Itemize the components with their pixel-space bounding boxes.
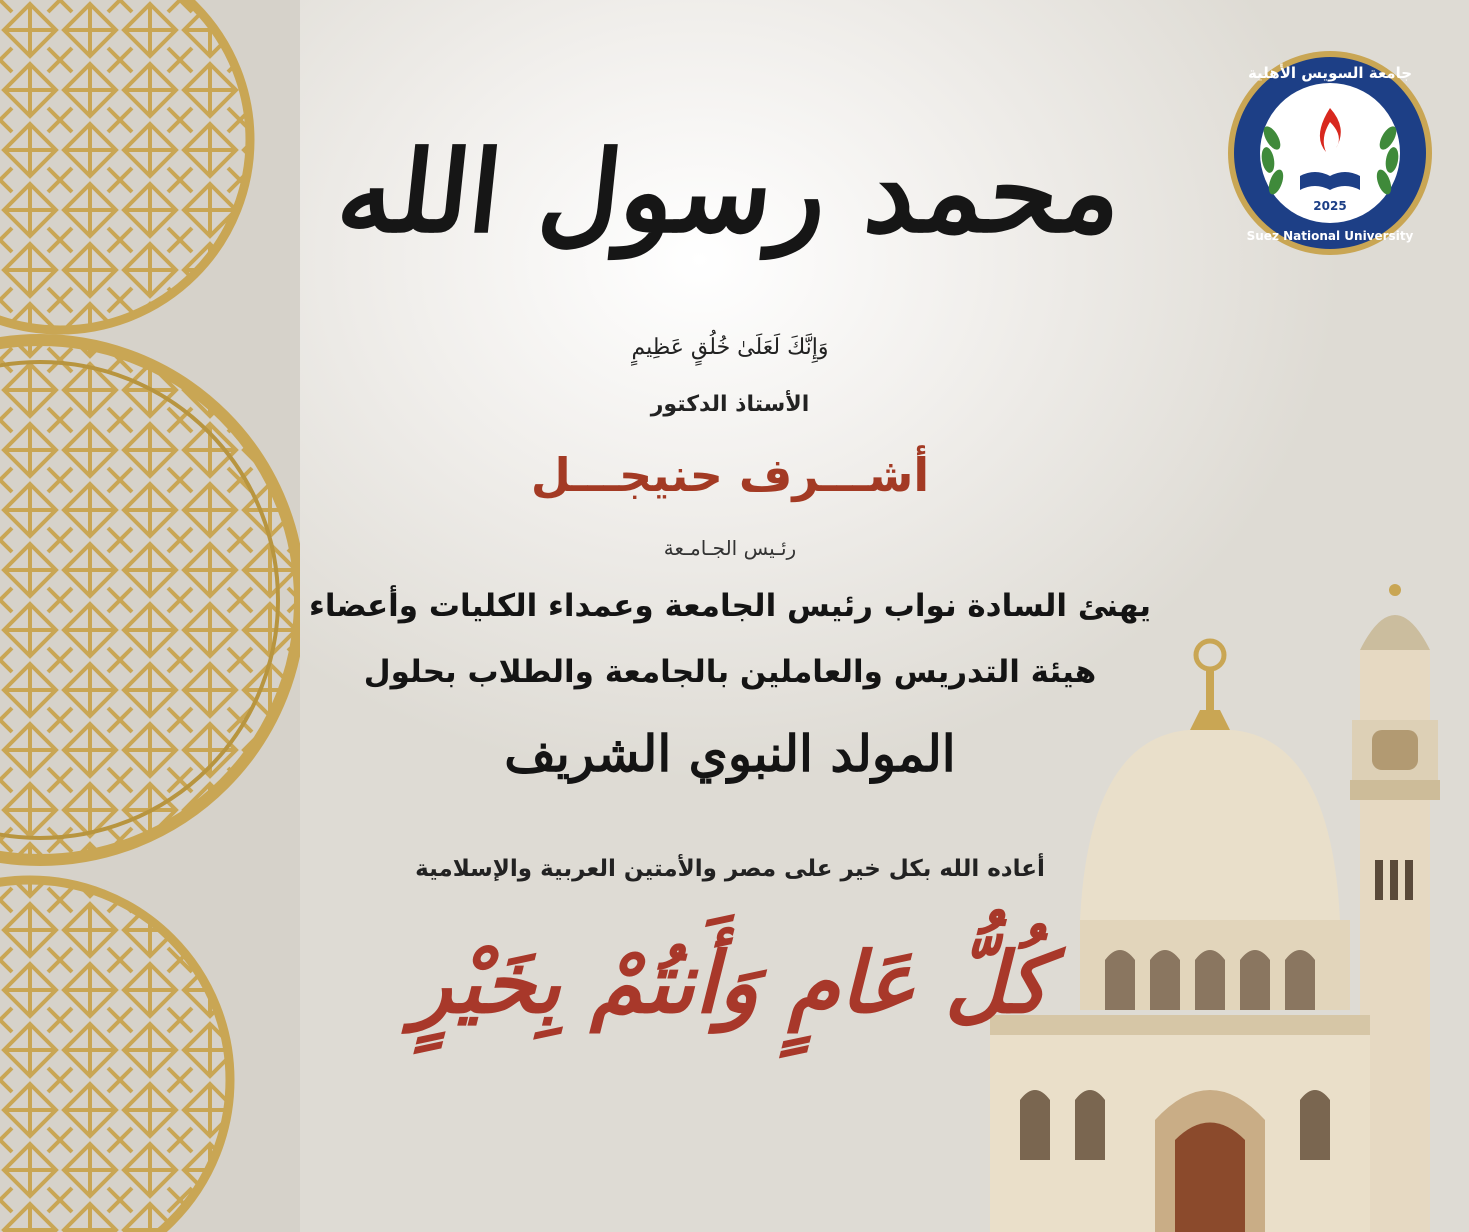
wish-line: أعاده الله بكل خير على مصر والأمتين العربية والإسلامية bbox=[415, 856, 1045, 882]
message-line-1: يهنئ السادة نواب رئيس الجامعة وعمداء الكليات وأعضاء bbox=[308, 588, 1152, 624]
president-role: رئـيس الجـامـعة bbox=[663, 536, 797, 560]
quran-verse: وَإِنَّكَ لَعَلَىٰ خُلُقٍ عَظِيمٍ bbox=[631, 335, 829, 360]
closing-greeting: كُلُّ عَامٍ وَأَنتُمْ بِخَيْرٍ bbox=[411, 933, 1049, 1032]
logo-arabic-name: جامعة السويس الأهلية bbox=[1247, 64, 1413, 82]
title-prefix: الأستاذ الدكتور bbox=[650, 392, 810, 417]
message-line-2: هيئة التدريس والعاملين بالجامعة والطلاب بحلول bbox=[363, 654, 1097, 690]
header-calligraphy: محمد رسول الله bbox=[331, 127, 1129, 258]
logo-year: 2025 bbox=[1313, 199, 1347, 213]
gold-lattice-ornament bbox=[0, 0, 300, 1232]
president-name: أشـــرف حنيجـــل bbox=[530, 448, 930, 502]
university-logo bbox=[1220, 48, 1440, 258]
occasion-title: المولد النبوي الشريف bbox=[504, 724, 956, 783]
logo-english-name: Suez National University bbox=[1246, 229, 1414, 243]
